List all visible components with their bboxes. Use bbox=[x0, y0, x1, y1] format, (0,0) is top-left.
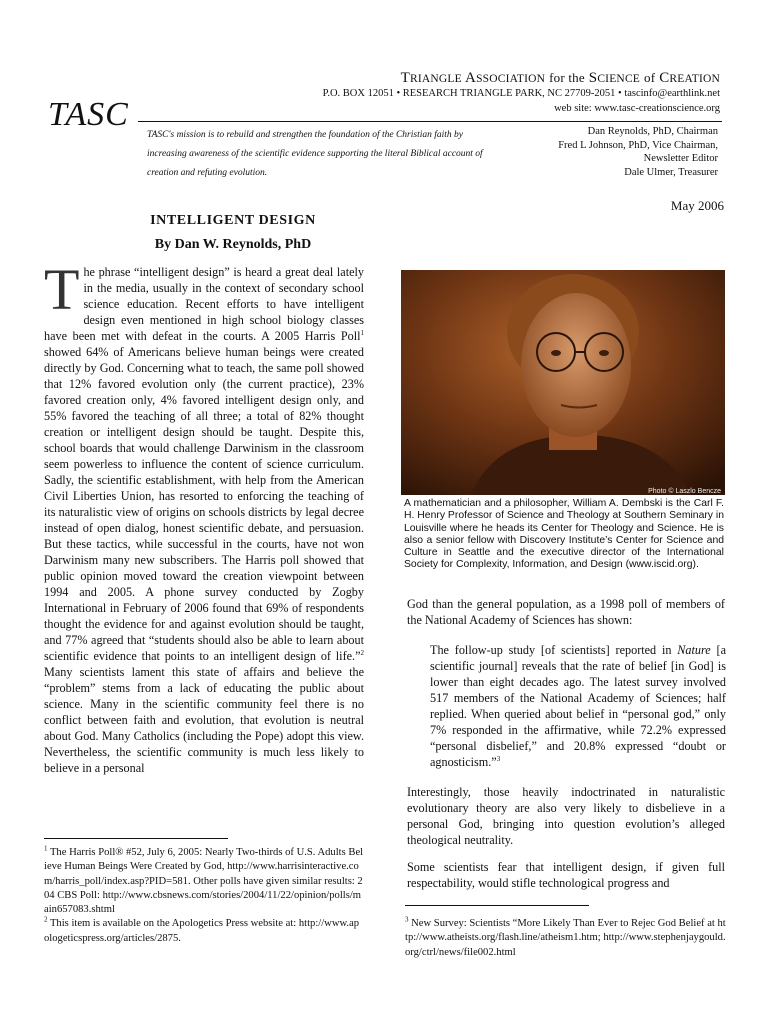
officer-line: Dan Reynolds, PhD, Chairman bbox=[587, 126, 718, 137]
mailing-address: P.O. BOX 12051 • RESEARCH TRIANGLE PARK, NC 27709-2051 • tascinfo@earthlink.net bbox=[322, 88, 720, 99]
article-byline: By Dan W. Reynolds, PhD bbox=[154, 237, 312, 252]
article-title: INTELLIGENT DESIGN bbox=[150, 213, 316, 228]
body-text: he phrase “intelligent design” is heard a great deal lately in the media, usually in the context of secondary school science education. Recent efforts to have intelligent design even mentioned in high school biology classes have been met with defeat in the courts. A 2005 Harris Poll bbox=[44, 265, 364, 343]
footnote-rule bbox=[405, 905, 589, 906]
footnote-ref: 1 bbox=[360, 328, 364, 337]
footnote-number: 3 bbox=[405, 915, 409, 924]
footnote-text: The Harris Poll® #52, July 6, 2005: Nearly Two-thirds of U.S. Adults Believe Human Beings Were Created by God, http://www.harrisinteractive.com/harris_poll/index.asp?PID=581. Other polls have given similar results: 204 CBS Poll: http://www.cbsnews.com/stories/2004/11/22/opinion/polls/main657083.shtml bbox=[44, 847, 364, 916]
body-text: Many scientists lament this state of affairs and believe the “problem” stems from a lack of educating the public about science. Many in the scientific community feel there is no conflict between faith and evolution, that evolution is neutral about God. Many Catholics (including the Pope) adopt this view. Nevertheless, the scientific community is much less likely to believe in a personal bbox=[44, 665, 364, 775]
journal-name: Nature bbox=[677, 643, 711, 657]
portrait-image bbox=[401, 270, 725, 495]
footnotes-left bbox=[44, 846, 364, 946]
quote-text: [a scientific journal] reveals that the rate of belief [in God] is lower than eight decades ago. The latest survey involved 517 members of the National Academy of Sciences; half replied. When queried about belief in “personal god,” only 7% responded in the affirmative, while 72.2% expressed “personal disbelief,” and 20.8% expressed “doubt or agnosticism.” bbox=[430, 643, 727, 769]
body-column-right-intro: God than the general population, as a 1998 poll of members of the National Academy of Sciences has shown: bbox=[407, 597, 725, 627]
drop-cap: T bbox=[44, 264, 80, 322]
officer-line: Newsletter Editor bbox=[643, 153, 718, 164]
officer-line: Dale Ulmer, Treasurer bbox=[624, 166, 718, 178]
footnote-3 bbox=[405, 917, 727, 960]
footnote-text: This item is available on the Apologetics Press website at: http://www.apologeticspress.org/articles/2875. bbox=[44, 918, 360, 944]
masthead-rule bbox=[138, 121, 722, 122]
footnote-text: New Survey: Scientists “More Likely Than Ever to Rejec God Belief at http://www.atheists.org/flash.line/atheism1.htm; http://www.stephenjaygould.org/ctrl/news/file002.html bbox=[405, 918, 726, 958]
photo-caption: A mathematician and a philosopher, William A. Dembski is the Carl F. H. Henry Professor of Science and Theology at Southern Seminary in Louisville where he heads its Center for Theology and Science. He is also a senior fellow with Discovery Institute’s Center for Science and Culture in Seattle and the executive director of the International Society for Complexity, Information, and Design (www.iscid.org). bbox=[404, 498, 724, 571]
website-line: web site: www.tasc-creationscience.org bbox=[554, 103, 720, 114]
footnote-2 bbox=[44, 917, 364, 946]
block-quote bbox=[430, 642, 726, 770]
footnote-number: 1 bbox=[44, 844, 48, 853]
footnotes-right bbox=[405, 917, 727, 960]
officer-line: Fred L Johnson, PhD, Vice Chairman, bbox=[558, 139, 718, 151]
officers-list bbox=[515, 125, 718, 179]
body-paragraph: Some scientists fear that intelligent design, if given full respectability, would stifle technological progress and bbox=[407, 860, 725, 890]
tasc-logo: TASC bbox=[48, 96, 129, 133]
body-text: showed 64% of Americans believe human beings were created directly by God. Concerning what to teach, the same poll showed that 12% favored evolution only (the current practice), 23% favored creation only, 4% favored intelligent design only, and 55% favored the teaching of all three; a total of 82% thought creation or intelligent design should be taught. Despite this, school boards that would challenge Darwinism in the classroom seem powerless to influence the content of science curriculum. Sadly, the scientific establishment, with help from the American Civil Liberties Union, has resorted to enforcing the teaching of its naturalistic view of origins on schools districts by legal decree instead of open dialog, honest scientific debate, and persuasion. But these tactics, while successful in the courts, have not won Darwinism many new subscribers. The Harris poll showed that public opinion moved toward the creation viewpoint between 1994 and 2005. A phone survey conducted by Zogby International in February of 2006 found that 69% of respondents thought the evidence for and against evolution should be taught, and 77% agreed that “students should also be able to learn about scientific evidence that points to an intelligent design of life.” bbox=[44, 345, 364, 663]
quote-text: The follow-up study [of scientists] reported in bbox=[430, 643, 678, 657]
issue-date: May 2006 bbox=[670, 198, 724, 213]
mission-statement: TASC's mission is to rebuild and strengthen the foundation of the Christian faith by increasing awareness of the scientific evidence supporting the literal Biblical account of creation and refuting evolution. bbox=[147, 130, 483, 178]
dembski-photo bbox=[401, 270, 725, 495]
organization-title: TRIANGLE ASSOCIATION for the SCIENCE of CREATION bbox=[400, 70, 720, 86]
body-paragraph: Interestingly, those heavily indoctrinated in naturalistic evolutionary theory are also very likely to disbelieve in a personal God, bringing into question evolution’s alleged theological neutrality. bbox=[407, 785, 725, 847]
photo-credit: Photo © Laszlo Bencze bbox=[648, 488, 721, 495]
footnote-number: 2 bbox=[44, 915, 48, 924]
footnote-1 bbox=[44, 846, 364, 917]
body-column-left bbox=[44, 264, 364, 809]
footnote-ref: 3 bbox=[496, 754, 501, 763]
footnote-ref: 2 bbox=[360, 648, 364, 657]
footnote-rule bbox=[44, 838, 228, 839]
